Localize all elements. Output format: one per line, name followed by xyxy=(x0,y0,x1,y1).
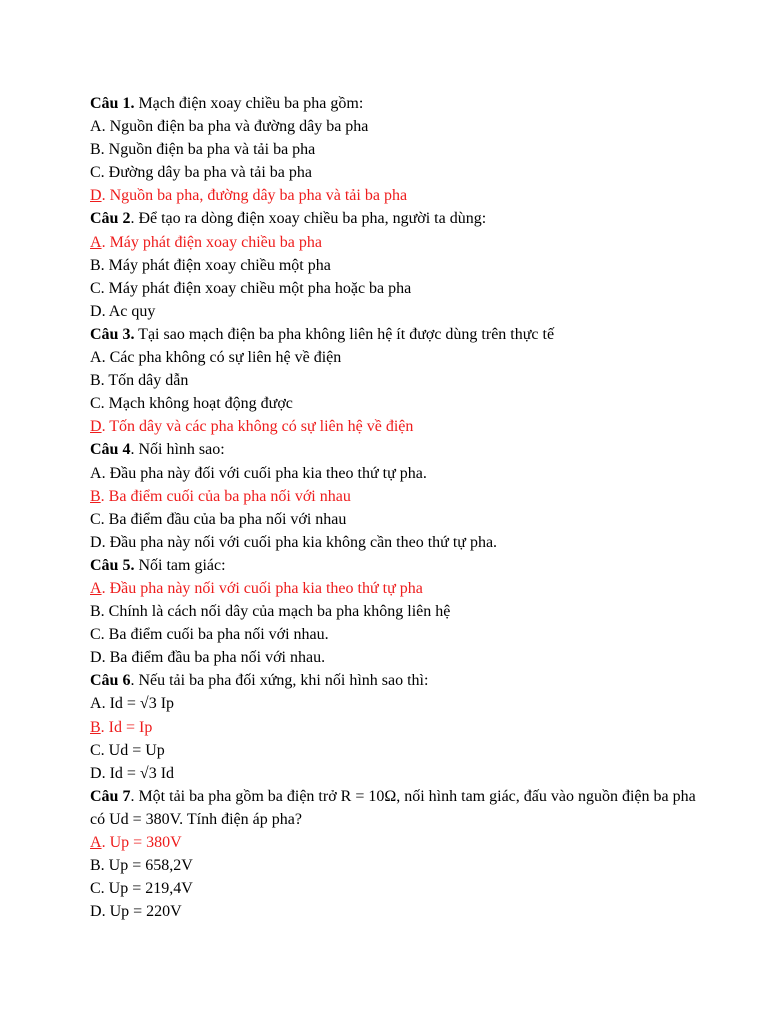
option-text: Đầu pha này đối với cuối pha kia theo thứ tự pha. xyxy=(109,464,427,482)
question-1 xyxy=(90,92,710,115)
option-d-correct xyxy=(90,415,710,438)
option-a-correct xyxy=(90,231,710,254)
option-text: Nguồn ba pha, đường dây ba pha và tải ba pha xyxy=(109,187,408,205)
option-separator: . xyxy=(100,741,109,759)
option-b xyxy=(90,854,710,877)
option-text: Up = 219,4V xyxy=(108,880,193,898)
question-4 xyxy=(90,438,710,461)
option-separator: . xyxy=(100,279,109,297)
option-c xyxy=(90,508,710,531)
option-text: Ba điểm đầu ba pha nối với nhau. xyxy=(109,649,326,667)
option-a-correct xyxy=(90,577,710,600)
option-separator: . xyxy=(100,487,109,505)
question-text: . Để tạo ra dòng điện xoay chiều ba pha, người ta dùng: xyxy=(130,210,487,228)
option-separator: . xyxy=(100,372,109,390)
option-letter: B xyxy=(90,487,101,505)
option-letter: B xyxy=(90,603,101,621)
option-separator: . xyxy=(101,764,110,782)
question-label: Câu 4 xyxy=(90,441,131,459)
option-letter: D xyxy=(90,302,102,320)
option-separator: . xyxy=(100,141,109,159)
option-a xyxy=(90,346,710,369)
option-separator: . xyxy=(101,579,110,597)
option-text: Tốn dây dẫn xyxy=(108,372,189,390)
option-text: Đầu pha này nối với cuối pha kia theo thứ tự pha xyxy=(109,579,423,597)
option-text: Up = 658,2V xyxy=(108,857,193,875)
question-text: . Nối hình sao: xyxy=(130,441,225,459)
option-separator: . xyxy=(101,233,110,251)
option-letter: D xyxy=(90,649,102,667)
question-label: Câu 7 xyxy=(90,787,131,805)
option-letter: C xyxy=(90,741,101,759)
option-text: Ba điểm đầu của ba pha nối với nhau xyxy=(108,510,347,528)
option-letter: D xyxy=(90,764,102,782)
option-letter: C xyxy=(90,510,101,528)
option-c xyxy=(90,623,710,646)
option-text: Máy phát điện xoay chiều một pha hoặc ba pha xyxy=(108,279,412,297)
option-d xyxy=(90,300,710,323)
option-letter: B xyxy=(90,857,101,875)
option-separator: . xyxy=(100,603,109,621)
option-text: Mạch không hoạt động được xyxy=(108,395,293,413)
option-separator: . xyxy=(100,395,109,413)
option-separator: . xyxy=(101,118,110,136)
option-text: Chính là cách nối dây của mạch ba pha không liên hệ xyxy=(108,603,451,621)
option-d-correct xyxy=(90,184,710,207)
option-separator: . xyxy=(101,349,110,367)
option-text: Máy phát điện xoay chiều một pha xyxy=(108,256,331,274)
option-c xyxy=(90,877,710,900)
option-letter: A xyxy=(90,579,102,597)
option-letter: D xyxy=(90,533,102,551)
option-separator: . xyxy=(101,187,110,205)
option-letter: A xyxy=(90,834,102,851)
option-a xyxy=(90,462,710,485)
question-text: Mạch điện xoay chiều ba pha gồm: xyxy=(134,95,364,112)
option-text: Ac quy xyxy=(108,302,156,320)
option-letter: B xyxy=(90,718,101,736)
option-b xyxy=(90,369,710,392)
question-label: Câu 2 xyxy=(90,210,131,228)
question-6 xyxy=(90,669,710,692)
question-7 xyxy=(90,785,710,831)
option-letter: C xyxy=(90,880,101,898)
option-separator: . xyxy=(100,857,109,875)
option-b-correct xyxy=(90,485,710,508)
question-5 xyxy=(90,554,710,577)
option-text: Đường dây ba pha và tải ba pha xyxy=(108,164,312,182)
option-letter: C xyxy=(90,395,101,413)
option-letter: A xyxy=(90,695,102,713)
option-text: Nguồn điện ba pha và tải ba pha xyxy=(108,141,316,159)
question-3 xyxy=(90,323,710,346)
option-d xyxy=(90,531,710,554)
option-separator: . xyxy=(101,903,110,921)
question-label: Câu 3. xyxy=(90,325,135,343)
option-letter: A xyxy=(90,464,102,482)
option-separator: . xyxy=(100,718,109,736)
option-separator: . xyxy=(101,464,110,482)
option-text: Id = √3 Ip xyxy=(109,695,175,713)
option-c xyxy=(90,739,710,762)
option-text: Nguồn điện ba pha và đường dây ba pha xyxy=(109,118,369,136)
question-text: . Một tải ba pha gồm ba điện trở R = 10Ω, nối hình tam giác, đấu vào nguồn điện ba pha có Ud = 380V. Tính điện áp pha? xyxy=(90,787,696,828)
option-d xyxy=(90,646,710,669)
option-text: Đầu pha này nối với cuối pha kia không cần theo thứ tự pha. xyxy=(109,533,498,551)
option-letter: D xyxy=(90,418,102,436)
option-letter: B xyxy=(90,372,101,390)
option-text: Id = √3 Id xyxy=(109,764,175,782)
option-letter: A xyxy=(90,233,102,251)
option-c xyxy=(90,392,710,415)
option-b-correct xyxy=(90,716,710,739)
question-text: Nối tam giác: xyxy=(134,556,226,574)
option-b xyxy=(90,254,710,277)
question-2 xyxy=(90,207,710,230)
option-text: Tốn dây và các pha không có sự liên hệ về điện xyxy=(109,418,414,436)
option-separator: . xyxy=(101,533,110,551)
option-separator: . xyxy=(100,164,109,182)
option-letter: B xyxy=(90,141,101,159)
question-label: Câu 5. xyxy=(90,556,135,574)
option-b xyxy=(90,138,710,161)
option-text: Ba điểm cuối ba pha nối với nhau. xyxy=(108,626,329,644)
option-text: Ud = Up xyxy=(108,741,165,759)
question-label: Câu 6 xyxy=(90,672,131,690)
option-text: Up = 220V xyxy=(109,903,182,921)
option-separator: . xyxy=(101,834,110,851)
question-label: Câu 1. xyxy=(90,95,135,112)
option-letter: A xyxy=(90,118,102,136)
option-separator: . xyxy=(101,695,110,713)
option-separator: . xyxy=(100,880,109,898)
option-separator: . xyxy=(101,302,109,320)
option-text: Các pha không có sự liên hệ về điện xyxy=(109,349,342,367)
option-separator: . xyxy=(100,256,109,274)
option-text: Ba điểm cuối của ba pha nối với nhau xyxy=(108,487,351,505)
option-a xyxy=(90,115,710,138)
option-separator: . xyxy=(100,626,109,644)
option-a xyxy=(90,692,710,715)
option-text: Id = Ip xyxy=(108,718,153,736)
option-letter: C xyxy=(90,279,101,297)
option-letter: D xyxy=(90,187,102,205)
option-text: Up = 380V xyxy=(109,834,182,851)
question-text: . Nếu tải ba pha đối xứng, khi nối hình sao thì: xyxy=(130,672,429,690)
option-text: Máy phát điện xoay chiều ba pha xyxy=(109,233,322,251)
option-separator: . xyxy=(100,510,109,528)
option-d xyxy=(90,762,710,785)
option-separator: . xyxy=(101,649,110,667)
option-separator: . xyxy=(101,418,110,436)
option-letter: C xyxy=(90,626,101,644)
option-d xyxy=(90,900,710,923)
option-letter: D xyxy=(90,903,102,921)
option-b xyxy=(90,600,710,623)
option-c xyxy=(90,277,710,300)
option-letter: C xyxy=(90,164,101,182)
option-a-correct xyxy=(90,831,710,854)
option-letter: B xyxy=(90,256,101,274)
quiz-content xyxy=(90,92,710,923)
question-text: Tại sao mạch điện ba pha không liên hệ ít được dùng trên thực tế xyxy=(134,325,555,343)
option-c xyxy=(90,161,710,184)
option-letter: A xyxy=(90,349,102,367)
